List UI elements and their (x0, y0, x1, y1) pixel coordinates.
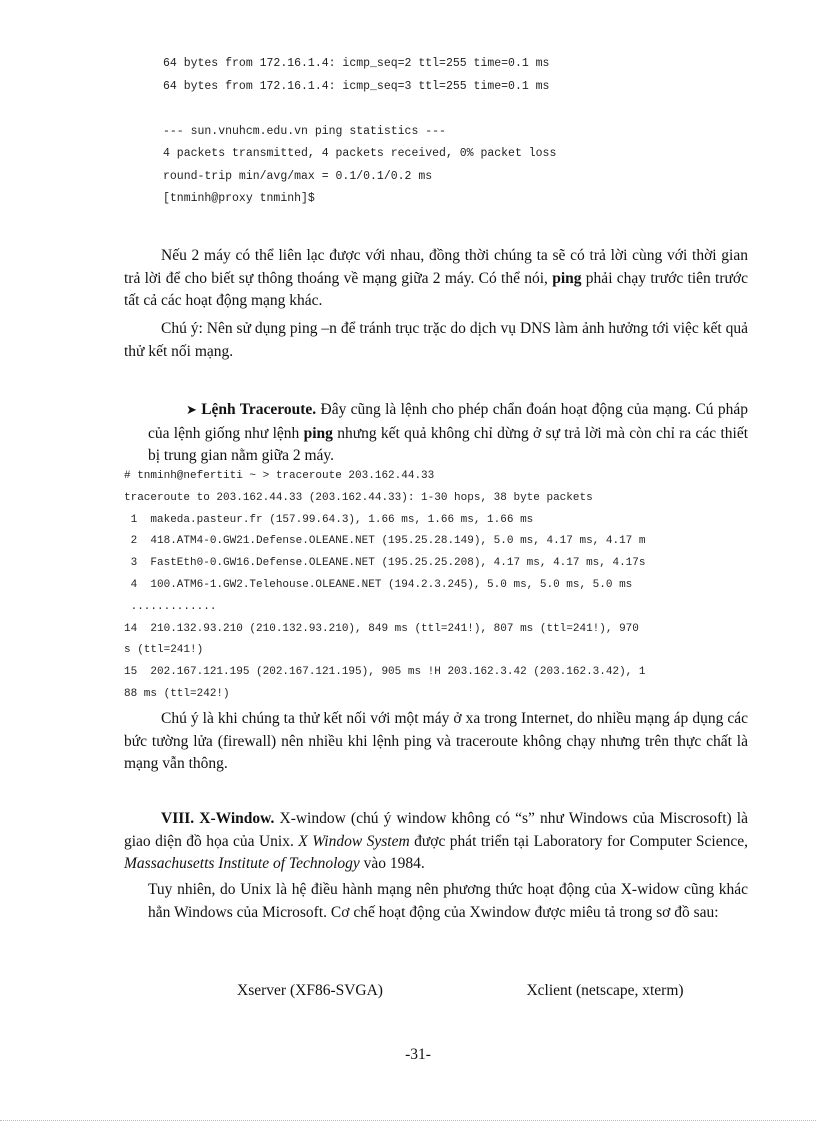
para1-bold-ping: ping (552, 269, 582, 287)
traceroute-section (148, 399, 748, 468)
traceroute-output-line: 3 FastEth0-0.GW16.Defense.OLEANE.NET (195.25.25.208), 4.17 ms, 4.17 ms, 4.17s (124, 557, 646, 570)
traceroute-output-line: # tnminh@nefertiti ~ > traceroute 203.162.44.33 (124, 470, 435, 482)
xclient-label: Xclient (netscape, xterm) (526, 982, 684, 999)
xwindow-text1: X-window (chú ý window không có “s” như Windows của Miscrosoft) là giao diện đồ họa của Unix. (124, 810, 748, 850)
xserver-label: Xserver (XF86-SVGA) (237, 982, 383, 999)
traceroute-output-line: 14 210.132.93.210 (210.132.93.210), 849 ms (ttl=241!), 807 ms (ttl=241!), 970 (124, 622, 639, 635)
xwindow-heading: VIII. X-Window. (161, 810, 275, 827)
para3-text: Chú ý là khi chúng ta thử kết nối với một máy ở xa trong Internet, do nhiều mạng áp dụng các bức tường lửa (firewall) nên nhiều khi lệnh ping và traceroute không chạy nhưng trên thực chất là mạng vẫn thông. (124, 710, 748, 772)
paragraph-firewall-note (124, 708, 748, 776)
traceroute-text-before: Đây cũng là lệnh cho phép chẩn đoán hoạt động của mạng. Cú pháp của lệnh giống như lệnh (148, 401, 748, 442)
arrow-bullet-icon: ➤ (186, 403, 197, 418)
traceroute-output-line: 2 418.ATM4-0.GW21.Defense.OLEANE.NET (195.25.28.149), 5.0 ms, 4.17 ms, 4.17 m (124, 535, 646, 548)
para1-text-before: Nếu 2 máy có thể liên lạc được với nhau, đồng thời chúng ta sẽ có trả lời cùng với thời gian trả lời để cho biết sự thông thoáng về mạng giữa 2 máy. Có thể nói, (124, 247, 748, 287)
traceroute-heading: Lệnh Traceroute. (201, 401, 317, 418)
para1-text-after: phải chạy trước tiên trước tất cả các hoạt động mạng khác. (124, 269, 749, 309)
traceroute-output-line: traceroute to 203.162.44.33 (203.162.44.33): 1-30 hops, 38 byte packets (124, 491, 593, 504)
ping-output-line: 4 packets transmitted, 4 packets received, 0% packet loss (163, 147, 557, 160)
page-number: -31- (405, 1046, 431, 1063)
traceroute-output-line: 88 ms (ttl=242!) (124, 687, 230, 700)
traceroute-output-line: ............. (124, 600, 217, 613)
traceroute-bold-ping: ping (303, 424, 333, 442)
page-bottom-divider (0, 1120, 816, 1121)
xwindow-text2: được phát triển tại Laboratory for Computer Science, (409, 832, 748, 850)
ping-output-line: 64 bytes from 172.16.1.4: icmp_seq=3 ttl=255 time=0.1 ms (163, 79, 550, 93)
xwindow-italic1: X Window System (298, 832, 410, 850)
ping-output-line: --- sun.vnuhcm.edu.vn ping statistics --- (163, 124, 446, 138)
para4-text: Tuy nhiên, do Unix là hệ điều hành mạng nên phương thức hoạt động của X-widow cũng khác hẳn Windows của Microsoft. Cơ chế hoạt động của Xwindow được miêu tả trong sơ đồ sau: (148, 881, 748, 921)
traceroute-output (124, 466, 724, 706)
xwindow-text3: vào 1984. (359, 855, 425, 872)
traceroute-output-line: 4 100.ATM6-1.GW2.Telehouse.OLEANE.NET (194.2.3.245), 5.0 ms, 5.0 ms, 5.0 ms (124, 578, 633, 591)
ping-output-line: round-trip min/avg/max = 0.1/0.1/0.2 ms (163, 169, 433, 183)
traceroute-output-line: 15 202.167.121.195 (202.167.121.195), 905 ms !H 203.162.3.42 (203.162.3.42), 1 (124, 666, 646, 679)
paragraph-xwindow-mechanism (148, 879, 748, 924)
para2-text: Chú ý: Nên sử dụng ping –n để tránh trục trặc do dịch vụ DNS làm ảnh hưởng tới việc kết quả thử kết nối mạng. (124, 320, 748, 360)
traceroute-text-after: nhưng kết quả không chỉ dừng ở sự trả lời mà còn chỉ ra các thiết bị trung gian nằm giữa 2 máy. (148, 424, 749, 464)
ping-output-line: 64 bytes from 172.16.1.4: icmp_seq=2 ttl=255 time=0.1 ms (163, 57, 550, 70)
xwindow-section (124, 808, 748, 876)
traceroute-output-line: s (ttl=241!) (124, 644, 204, 657)
paragraph-dns-note (124, 318, 748, 363)
ping-output (163, 53, 723, 211)
traceroute-output-line: 1 makeda.pasteur.fr (157.99.64.3), 1.66 ms, 1.66 ms, 1.66 ms (124, 513, 534, 526)
paragraph-ping-summary (124, 245, 748, 313)
ping-output-line (163, 98, 723, 121)
xwindow-italic2: Massachusetts Institute of Technology (124, 855, 360, 872)
ping-output-line: [tnminh@proxy tnminh]$ (163, 192, 315, 205)
